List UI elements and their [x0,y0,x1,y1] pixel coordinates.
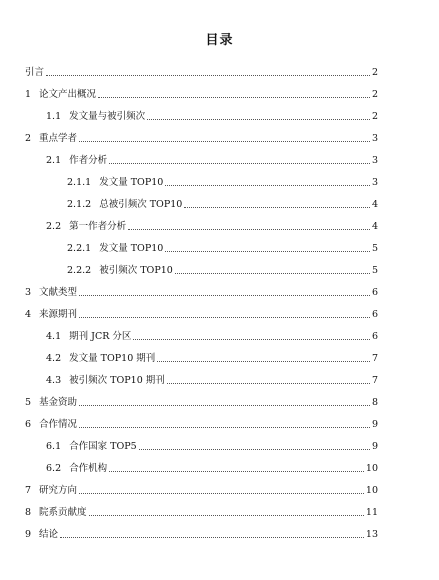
toc-dot-leader [79,295,370,296]
toc-entry-title: 论文产出概况 [39,89,97,100]
toc-dot-leader [79,427,370,428]
toc-entry-page: 3 [371,155,378,166]
toc-entry-number: 9 [25,529,32,540]
toc-entry-page: 6 [371,309,378,320]
toc-entry-title: 总被引频次 TOP10 [99,199,183,210]
toc-entry-page: 2 [371,67,378,78]
toc-entry-title: 合作国家 TOP5 [69,441,137,452]
toc-entry[interactable] [0,213,439,235]
toc-dot-leader [79,141,370,142]
toc-entry[interactable] [0,301,439,323]
toc-entry-title: 合作机构 [69,463,108,474]
toc-entry-page: 13 [365,529,378,540]
toc-dot-leader [109,163,370,164]
toc-entry[interactable] [0,389,439,411]
toc-entry-page: 3 [371,177,378,188]
toc-entry-number: 2.1 [46,155,62,166]
toc-dot-leader [175,273,370,274]
toc-dot-leader [79,493,364,494]
toc-entry-title: 被引频次 TOP10 [99,265,173,276]
toc-entry-number: 7 [25,485,32,496]
toc-entry[interactable] [0,455,439,477]
toc-dot-leader [133,339,370,340]
toc-entry-number: 6 [25,419,32,430]
toc-dot-leader [147,119,370,120]
toc-entry-number: 5 [25,397,32,408]
toc-entry-page: 10 [365,485,378,496]
toc-entry-title: 发文量 TOP10 期刊 [69,353,156,364]
toc-entry-page: 4 [371,221,378,232]
toc-entry-number: 4.3 [46,375,62,386]
toc-title: 目录 [205,33,234,48]
toc-dot-leader [165,185,370,186]
toc-entry-number: 4 [25,309,32,320]
toc-entry[interactable] [0,169,439,191]
toc-dot-leader [89,515,364,516]
toc-entry[interactable] [0,367,439,389]
toc-entry-title: 文献类型 [39,287,78,298]
toc-dot-leader [128,229,370,230]
toc-entry-number: 2.2 [46,221,62,232]
toc-entry-title: 结论 [39,529,59,540]
toc-entry[interactable] [0,521,439,543]
toc-entry-number: 1.1 [46,111,62,122]
toc-entry-number: 3 [25,287,32,298]
toc-dot-leader [139,449,370,450]
toc-entry-title: 研究方向 [39,485,78,496]
toc-entry-title: 第一作者分析 [69,221,127,232]
toc-entry-number: 6.1 [46,441,62,452]
toc-entry-title: 基金资助 [39,397,78,408]
toc-entry-title: 引言 [25,67,45,78]
toc-entry-number: 8 [25,507,32,518]
toc-entry-title: 期刊 JCR 分区 [69,331,132,342]
toc-entry[interactable] [0,477,439,499]
toc-entry[interactable] [0,125,439,147]
toc-entry-page: 7 [371,353,378,364]
toc-entry-page: 8 [371,397,378,408]
toc-entry-page: 3 [371,133,378,144]
toc-dot-leader [184,207,370,208]
toc-entry-page: 2 [371,89,378,100]
toc-entry-number: 2.1.2 [67,199,92,210]
toc-entry-page: 4 [371,199,378,210]
toc-entry-page: 10 [365,463,378,474]
toc-entry[interactable] [0,279,439,301]
toc-list [0,59,439,543]
toc-entry-number: 2.2.2 [67,265,92,276]
toc-dot-leader [46,75,370,76]
toc-entry[interactable] [0,257,439,279]
toc-entry-page: 5 [371,265,378,276]
toc-entry-number: 4.2 [46,353,62,364]
toc-entry[interactable] [0,433,439,455]
toc-entry-page: 5 [371,243,378,254]
toc-entry-title: 发文量 TOP10 [99,177,164,188]
toc-dot-leader [79,317,370,318]
toc-entry-page: 7 [371,375,378,386]
toc-entry[interactable] [0,411,439,433]
toc-entry-title: 发文量 TOP10 [99,243,164,254]
toc-dot-leader [60,537,364,538]
toc-entry[interactable] [0,323,439,345]
toc-entry[interactable] [0,147,439,169]
toc-dot-leader [109,471,364,472]
toc-entry[interactable] [0,345,439,367]
toc-entry-page: 6 [371,331,378,342]
toc-entry[interactable] [0,59,439,81]
toc-entry-number: 1 [25,89,32,100]
toc-entry-number: 2.1.1 [67,177,92,188]
toc-entry-title: 发文量与被引频次 [69,111,146,122]
toc-entry-title: 重点学者 [39,133,78,144]
toc-entry-title: 院系贡献度 [39,507,87,518]
toc-entry-title: 合作情况 [39,419,78,430]
toc-dot-leader [167,383,370,384]
toc-entry-title: 被引频次 TOP10 期刊 [69,375,165,386]
toc-entry-page: 11 [365,507,378,518]
toc-entry-page: 6 [371,287,378,298]
toc-entry-title: 来源期刊 [39,309,78,320]
toc-entry-number: 4.1 [46,331,62,342]
toc-entry[interactable] [0,81,439,103]
toc-entry-page: 2 [371,111,378,122]
toc-dot-leader [98,97,370,98]
toc-dot-leader [165,251,370,252]
toc-entry-title: 作者分析 [69,155,108,166]
toc-entry[interactable] [0,103,439,125]
toc-entry-number: 2.2.1 [67,243,92,254]
toc-entry[interactable] [0,191,439,213]
toc-entry-number: 2 [25,133,32,144]
toc-dot-leader [157,361,370,362]
toc-entry-number: 6.2 [46,463,62,474]
toc-dot-leader [79,405,370,406]
toc-entry[interactable] [0,235,439,257]
toc-entry-page: 9 [371,419,378,430]
toc-entry[interactable] [0,499,439,521]
toc-entry-page: 9 [371,441,378,452]
